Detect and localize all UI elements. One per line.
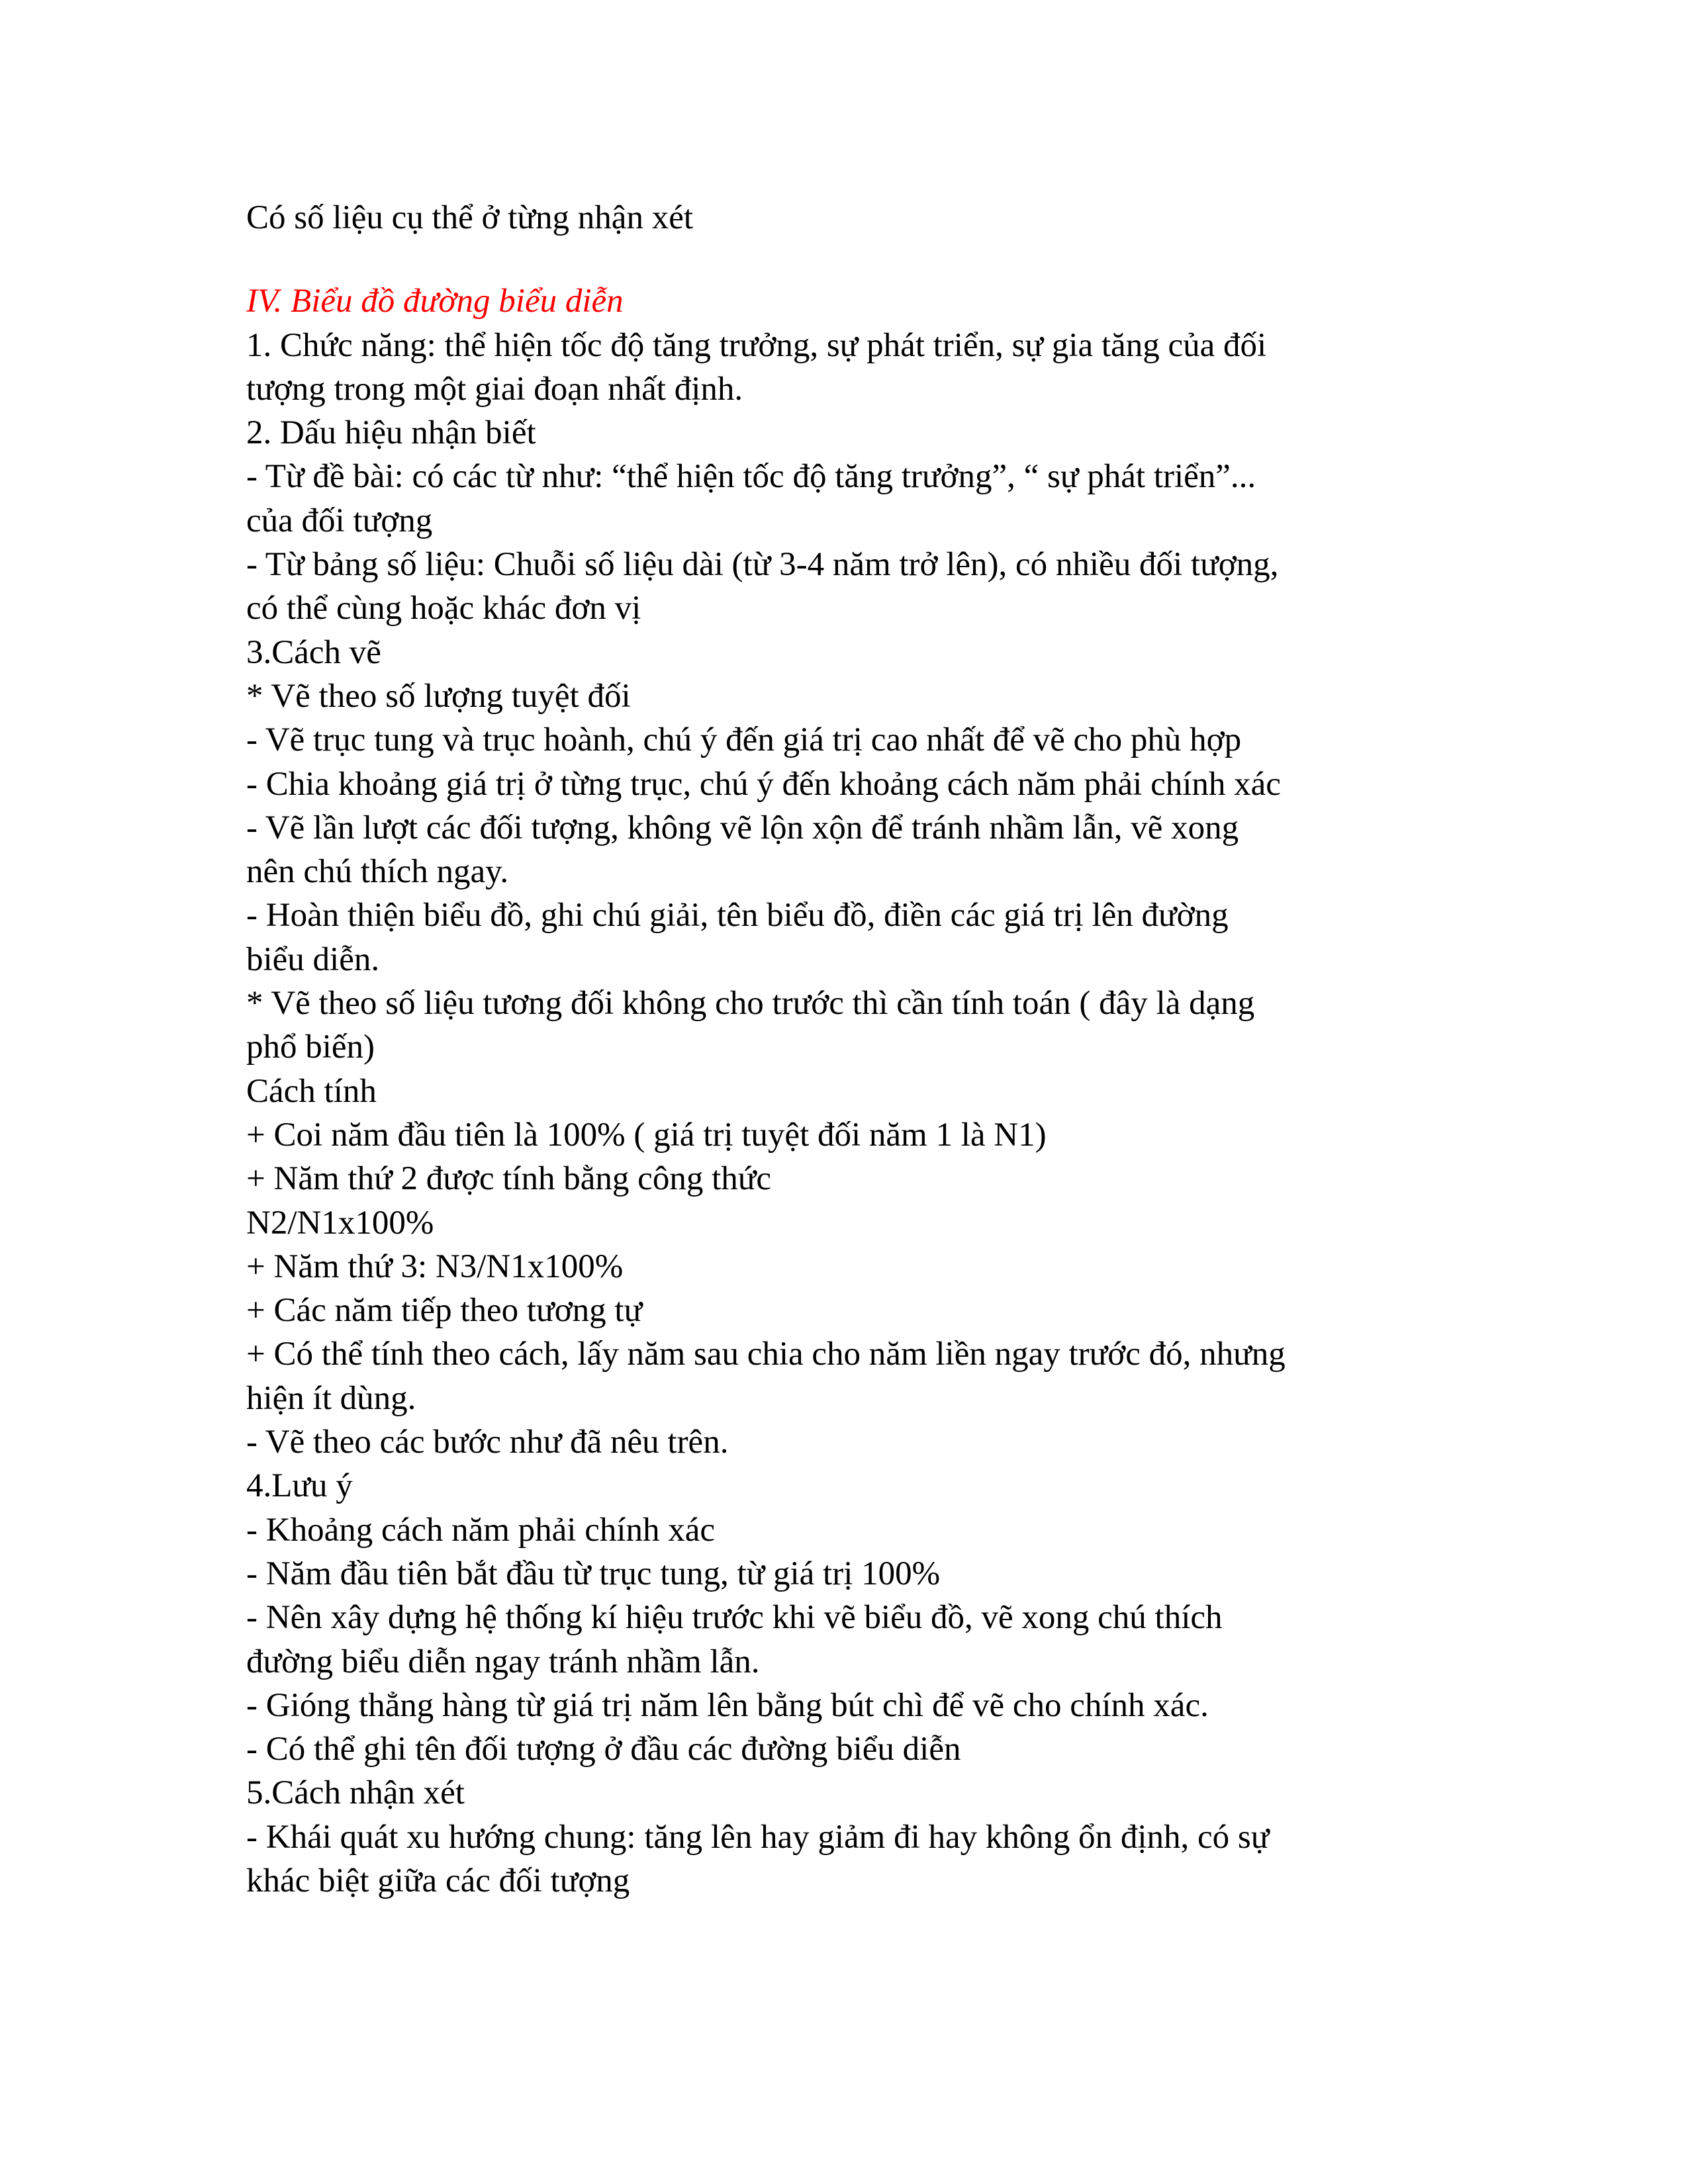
text-line-29: - Năm đầu tiên bắt đầu từ trục tung, từ giá trị 100% [246,1555,941,1592]
text-line-14: - Hoàn thiện biểu đồ, ghi chú giải, tên biểu đồ, điền các giá trị lên đường [246,897,1229,934]
text-line-23: + Các năm tiếp theo tương tự [246,1292,643,1330]
text-line-7: có thể cùng hoặc khác đơn vị [246,590,641,627]
text-line-16: * Vẽ theo số liệu tương đối không cho trước thì cần tính toán ( đây là dạng [246,985,1255,1023]
text-line-36: khác biệt giữa các đối tượng [246,1862,630,1899]
paragraph-gap [246,240,1451,279]
text-line-35: - Khái quát xu hướng chung: tăng lên hay giảm đi hay không ổn định, có sự [246,1818,1270,1856]
text-line-8: 3.Cách vẽ [246,633,381,671]
text-line-22: + Năm thứ 3: N3/N1x100% [246,1248,624,1285]
text-line-26: - Vẽ theo các bước như đã nêu trên. [246,1424,729,1461]
text-line-2: tượng trong một giai đoạn nhất định. [246,370,743,408]
text-line-32: - Gióng thẳng hàng từ giá trị năm lên bằng bút chì để vẽ cho chính xác. [246,1686,1209,1724]
text-line-9: * Vẽ theo số lượng tuyệt đối [246,677,631,715]
text-line-34: 5.Cách nhận xét [246,1774,465,1812]
text-line-28: - Khoảng cách năm phải chính xác [246,1511,716,1549]
document-body [246,196,1451,1903]
text-line-21: N2/N1x100% [246,1204,434,1242]
text-line-12: - Vẽ lần lượt các đối tượng, không vẽ lộn xộn để tránh nhầm lẫn, vẽ xong [246,809,1239,846]
text-line-18: Cách tính [246,1072,377,1110]
text-line-15: biểu diễn. [246,940,380,978]
text-line-5: của đối tượng [246,502,433,539]
section-heading: IV. Biểu đồ đường biểu diễn [246,283,624,320]
text-line-24: + Có thể tính theo cách, lấy năm sau chia cho năm liền ngay trước đó, nhưng [246,1336,1286,1373]
text-line-6: - Từ bảng số liệu: Chuỗi số liệu dài (từ 3-4 năm trở lên), có nhiều đối tượng, [246,546,1279,584]
text-line-30: - Nên xây dựng hệ thống kí hiệu trước khi vẽ biểu đồ, vẽ xong chú thích [246,1599,1223,1637]
text-line-25: hiện ít dùng. [246,1379,416,1417]
text-line-19: + Coi năm đầu tiên là 100% ( giá trị tuyệt đối năm 1 là N1) [246,1116,1047,1154]
text-line-17: phổ biến) [246,1028,375,1066]
text-line-31: đường biểu diễn ngay tránh nhầm lẫn. [246,1643,760,1680]
text-line-20: + Năm thứ 2 được tính bằng công thức [246,1160,772,1198]
intro-line: Có số liệu cụ thể ở từng nhận xét [246,199,694,236]
text-line-3: 2. Dấu hiệu nhận biết [246,414,536,452]
text-line-13: nên chú thích ngay. [246,853,509,891]
text-line-27: 4.Lưu ý [246,1467,353,1505]
text-line-10: - Vẽ trục tung và trục hoành, chú ý đến giá trị cao nhất để vẽ cho phù hợp [246,721,1242,759]
text-line-11: - Chia khoảng giá trị ở từng trục, chú ý đến khoảng cách năm phải chính xác [246,765,1281,803]
text-line-1: 1. Chức năng: thể hiện tốc độ tăng trưởng, sự phát triển, sự gia tăng của đối [246,326,1267,364]
text-line-4: - Từ đề bài: có các từ như: “thể hiện tốc độ tăng trưởng”, “ sự phát triển”... [246,458,1256,496]
text-line-33: - Có thể ghi tên đối tượng ở đầu các đường biểu diễn [246,1731,961,1768]
